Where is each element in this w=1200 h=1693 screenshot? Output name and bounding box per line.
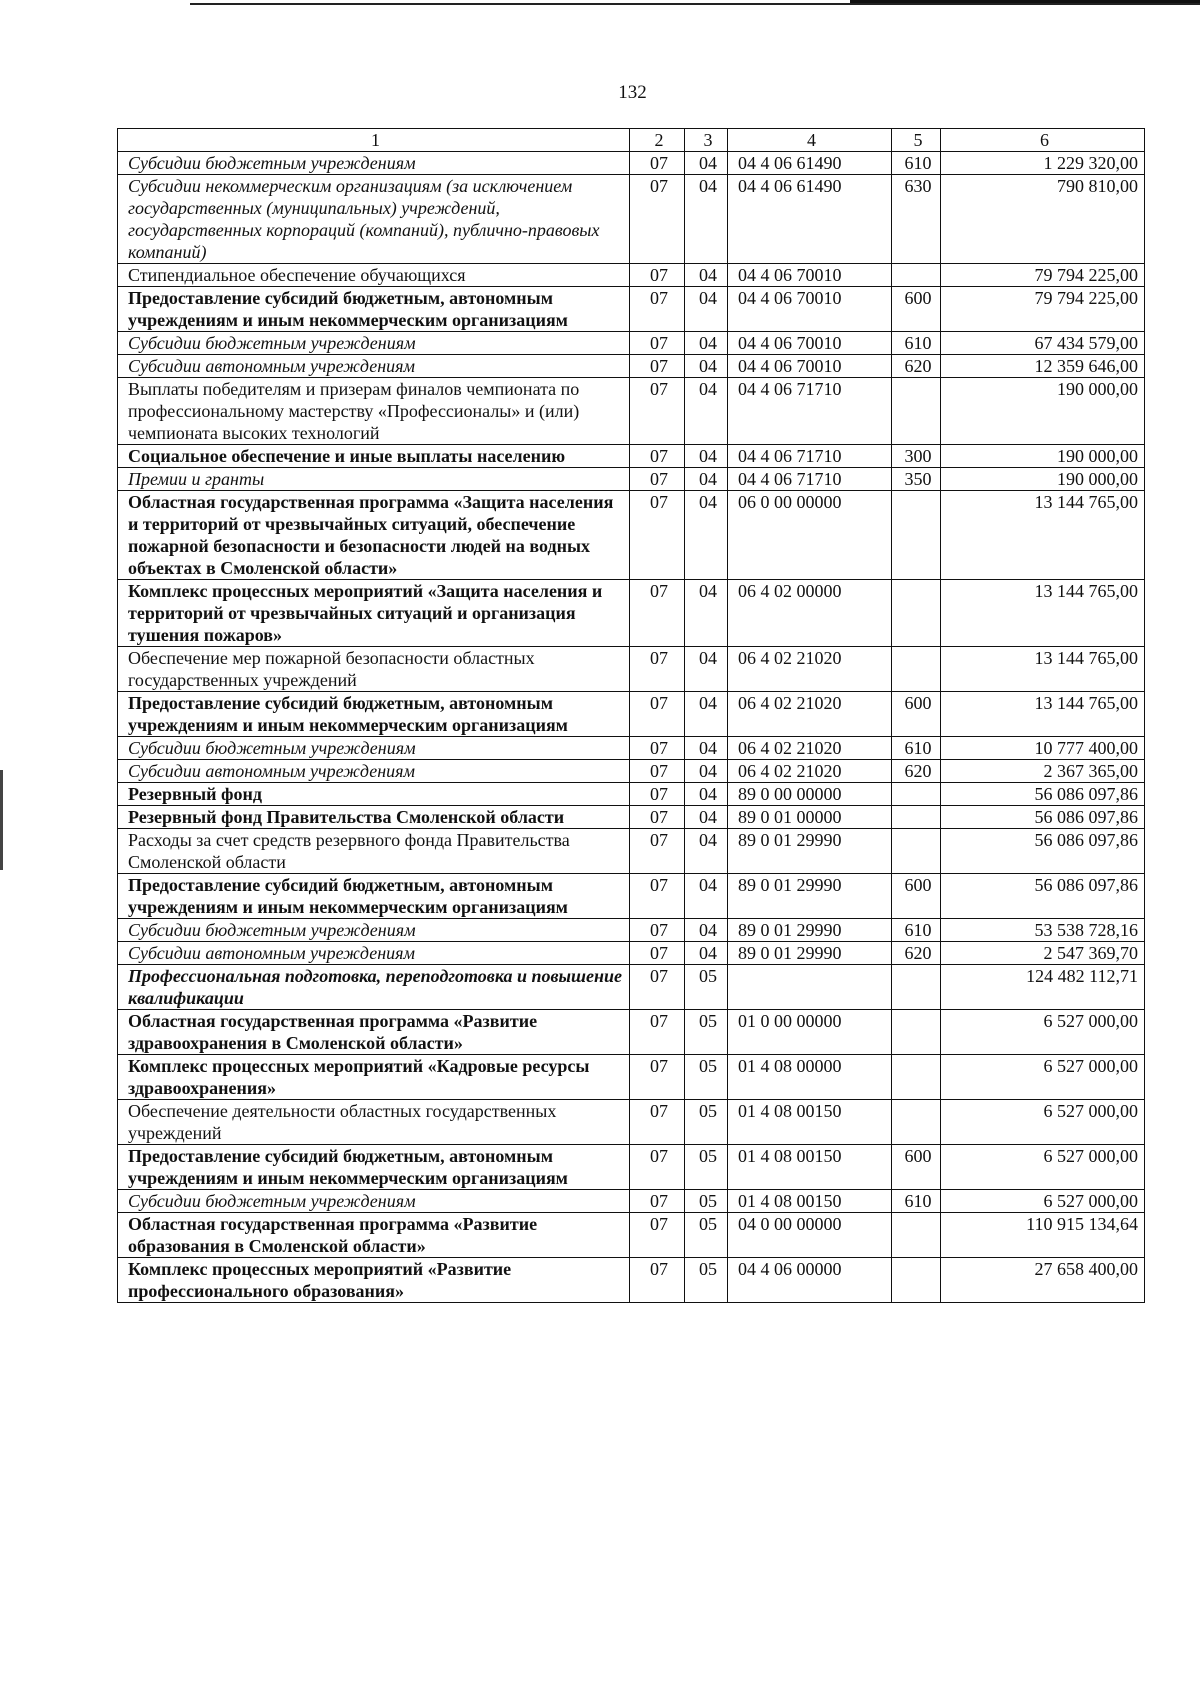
row-amount: 56 086 097,86 [941,874,1145,919]
table-row [118,378,1145,445]
budget-table [117,128,1145,1303]
row-name: Резервный фонд [118,783,630,806]
row-name: Комплекс процессных мероприятий «Защита населения и территорий от чрезвычайных ситуаций и организация тушения пожаров» [118,580,630,647]
row-expense-type [892,580,941,647]
row-subsection: 04 [685,491,728,580]
row-amount: 56 086 097,86 [941,806,1145,829]
row-subsection: 05 [685,1010,728,1055]
row-section: 07 [630,355,685,378]
row-subsection: 04 [685,806,728,829]
row-amount: 190 000,00 [941,468,1145,491]
row-program-code: 04 4 06 70010 [728,264,892,287]
row-program-code: 04 4 06 71710 [728,378,892,445]
row-amount: 790 810,00 [941,175,1145,264]
row-subsection: 04 [685,355,728,378]
row-program-code: 01 0 00 00000 [728,1010,892,1055]
table-row [118,468,1145,491]
row-subsection: 04 [685,783,728,806]
row-program-code: 06 0 00 00000 [728,491,892,580]
row-name: Субсидии бюджетным учреждениям [118,332,630,355]
row-section: 07 [630,806,685,829]
row-section: 07 [630,783,685,806]
row-program-code: 04 4 06 61490 [728,175,892,264]
row-subsection: 04 [685,378,728,445]
row-program-code: 04 0 00 00000 [728,1213,892,1258]
scan-top-line [190,3,1200,5]
row-program-code: 01 4 08 00150 [728,1190,892,1213]
row-expense-type [892,1010,941,1055]
table-row [118,760,1145,783]
row-expense-type: 620 [892,355,941,378]
table-row [118,692,1145,737]
row-program-code: 04 4 06 00000 [728,1258,892,1303]
row-name: Обеспечение деятельности областных государственных учреждений [118,1100,630,1145]
table-row [118,919,1145,942]
row-amount: 6 527 000,00 [941,1100,1145,1145]
row-program-code: 89 0 01 00000 [728,806,892,829]
row-name: Социальное обеспечение и иные выплаты населению [118,445,630,468]
row-subsection: 04 [685,287,728,332]
row-program-code: 89 0 00 00000 [728,783,892,806]
row-expense-type: 600 [892,287,941,332]
row-name: Субсидии автономным учреждениям [118,355,630,378]
column-header-3: 3 [685,129,728,152]
row-expense-type [892,491,941,580]
table-row [118,152,1145,175]
row-name: Субсидии бюджетным учреждениям [118,737,630,760]
table-row [118,1258,1145,1303]
row-section: 07 [630,829,685,874]
row-program-code: 01 4 08 00150 [728,1100,892,1145]
row-amount: 79 794 225,00 [941,264,1145,287]
row-expense-type: 600 [892,874,941,919]
column-header-5: 5 [892,129,941,152]
row-program-code: 89 0 01 29990 [728,942,892,965]
row-program-code: 06 4 02 21020 [728,647,892,692]
row-amount: 56 086 097,86 [941,783,1145,806]
row-expense-type: 610 [892,919,941,942]
row-expense-type [892,783,941,806]
row-subsection: 04 [685,692,728,737]
row-name: Комплекс процессных мероприятий «Кадровые ресурсы здравоохранения» [118,1055,630,1100]
row-amount: 13 144 765,00 [941,647,1145,692]
row-amount: 12 359 646,00 [941,355,1145,378]
row-amount: 2 367 365,00 [941,760,1145,783]
row-program-code: 06 4 02 21020 [728,760,892,783]
row-name: Субсидии бюджетным учреждениям [118,919,630,942]
row-subsection: 04 [685,647,728,692]
row-amount: 56 086 097,86 [941,829,1145,874]
row-expense-type: 620 [892,942,941,965]
row-expense-type: 610 [892,332,941,355]
row-subsection: 05 [685,1145,728,1190]
table-row [118,1055,1145,1100]
row-program-code: 04 4 06 71710 [728,445,892,468]
row-expense-type: 610 [892,1190,941,1213]
row-expense-type: 600 [892,1145,941,1190]
table-row [118,1145,1145,1190]
row-amount: 53 538 728,16 [941,919,1145,942]
table-row [118,1100,1145,1145]
table-row [118,332,1145,355]
row-section: 07 [630,692,685,737]
row-name: Субсидии бюджетным учреждениям [118,152,630,175]
row-amount: 67 434 579,00 [941,332,1145,355]
row-expense-type: 630 [892,175,941,264]
row-name: Областная государственная программа «Защита населения и территорий от чрезвычайных ситуаций, обеспечение пожарной безопасности и безопасности людей на водных объектах в Смоленской области» [118,491,630,580]
row-subsection: 05 [685,1190,728,1213]
row-expense-type [892,378,941,445]
row-program-code: 04 4 06 61490 [728,152,892,175]
row-subsection: 04 [685,737,728,760]
row-section: 07 [630,1010,685,1055]
row-section: 07 [630,491,685,580]
column-header-6: 6 [941,129,1145,152]
table-row [118,806,1145,829]
row-expense-type [892,1055,941,1100]
row-subsection: 04 [685,264,728,287]
row-subsection: 04 [685,445,728,468]
row-section: 07 [630,647,685,692]
row-subsection: 04 [685,468,728,491]
row-expense-type [892,264,941,287]
row-program-code: 01 4 08 00150 [728,1145,892,1190]
table-row [118,1190,1145,1213]
row-amount: 110 915 134,64 [941,1213,1145,1258]
column-header-row [118,129,1145,152]
row-name: Предоставление субсидий бюджетным, автономным учреждениям и иным некоммерческим организациям [118,874,630,919]
row-program-code: 04 4 06 70010 [728,355,892,378]
table-row [118,1010,1145,1055]
row-amount: 6 527 000,00 [941,1190,1145,1213]
row-program-code: 89 0 01 29990 [728,919,892,942]
page-number: 132 [618,82,647,103]
row-section: 07 [630,287,685,332]
row-section: 07 [630,965,685,1010]
row-name: Выплаты победителям и призерам финалов чемпионата по профессиональному мастерству «Профессионалы» и (или) чемпионата высоких технологий [118,378,630,445]
row-subsection: 04 [685,919,728,942]
row-amount: 6 527 000,00 [941,1055,1145,1100]
table-row [118,647,1145,692]
row-section: 07 [630,445,685,468]
row-program-code: 06 4 02 21020 [728,692,892,737]
table-row [118,965,1145,1010]
row-program-code: 04 4 06 71710 [728,468,892,491]
row-section: 07 [630,874,685,919]
row-program-code: 04 4 06 70010 [728,287,892,332]
row-section: 07 [630,175,685,264]
table-row [118,874,1145,919]
row-name: Областная государственная программа «Развитие образования в Смоленской области» [118,1213,630,1258]
column-header-1: 1 [118,129,630,152]
table-row [118,580,1145,647]
row-amount: 6 527 000,00 [941,1010,1145,1055]
row-program-code: 01 4 08 00000 [728,1055,892,1100]
table-row [118,445,1145,468]
row-subsection: 04 [685,580,728,647]
row-amount: 2 547 369,70 [941,942,1145,965]
row-name: Предоставление субсидий бюджетным, автономным учреждениям и иным некоммерческим организациям [118,287,630,332]
row-subsection: 04 [685,760,728,783]
column-header-4: 4 [728,129,892,152]
row-subsection: 05 [685,1258,728,1303]
row-name: Комплекс процессных мероприятий «Развитие профессионального образования» [118,1258,630,1303]
row-name: Резервный фонд Правительства Смоленской области [118,806,630,829]
row-expense-type [892,1100,941,1145]
row-section: 07 [630,1190,685,1213]
column-header-2: 2 [630,129,685,152]
row-subsection: 04 [685,175,728,264]
row-expense-type: 350 [892,468,941,491]
row-section: 07 [630,760,685,783]
row-section: 07 [630,942,685,965]
row-section: 07 [630,1213,685,1258]
row-program-code: 06 4 02 21020 [728,737,892,760]
row-expense-type [892,1213,941,1258]
row-subsection: 04 [685,332,728,355]
row-name: Предоставление субсидий бюджетным, автономным учреждениям и иным некоммерческим организациям [118,692,630,737]
table-row [118,829,1145,874]
row-program-code [728,965,892,1010]
row-expense-type [892,1258,941,1303]
row-section: 07 [630,378,685,445]
row-name: Субсидии бюджетным учреждениям [118,1190,630,1213]
scan-left-mark [0,770,3,870]
row-name: Премии и гранты [118,468,630,491]
row-amount: 190 000,00 [941,378,1145,445]
table-row [118,287,1145,332]
row-amount: 13 144 765,00 [941,692,1145,737]
table-row [118,491,1145,580]
row-name: Обеспечение мер пожарной безопасности областных государственных учреждений [118,647,630,692]
row-expense-type: 610 [892,737,941,760]
table-row [118,737,1145,760]
row-section: 07 [630,264,685,287]
row-amount: 27 658 400,00 [941,1258,1145,1303]
row-section: 07 [630,332,685,355]
row-amount: 79 794 225,00 [941,287,1145,332]
row-program-code: 06 4 02 00000 [728,580,892,647]
row-subsection: 05 [685,965,728,1010]
row-section: 07 [630,152,685,175]
row-program-code: 04 4 06 70010 [728,332,892,355]
row-amount: 10 777 400,00 [941,737,1145,760]
table-row [118,264,1145,287]
table-row [118,783,1145,806]
row-section: 07 [630,1258,685,1303]
row-amount: 13 144 765,00 [941,580,1145,647]
row-amount: 124 482 112,71 [941,965,1145,1010]
row-amount: 13 144 765,00 [941,491,1145,580]
row-subsection: 04 [685,152,728,175]
row-expense-type [892,829,941,874]
table-row [118,355,1145,378]
row-name: Субсидии автономным учреждениям [118,942,630,965]
row-section: 07 [630,1100,685,1145]
row-name: Областная государственная программа «Развитие здравоохранения в Смоленской области» [118,1010,630,1055]
row-name: Предоставление субсидий бюджетным, автономным учреждениям и иным некоммерческим организациям [118,1145,630,1190]
row-name: Расходы за счет средств резервного фонда Правительства Смоленской области [118,829,630,874]
row-section: 07 [630,580,685,647]
row-expense-type [892,965,941,1010]
row-expense-type: 620 [892,760,941,783]
row-amount: 6 527 000,00 [941,1145,1145,1190]
row-amount: 190 000,00 [941,445,1145,468]
row-subsection: 04 [685,942,728,965]
row-section: 07 [630,737,685,760]
row-expense-type: 610 [892,152,941,175]
row-name: Профессиональная подготовка, переподготовка и повышение квалификации [118,965,630,1010]
table-row [118,942,1145,965]
row-name: Субсидии автономным учреждениям [118,760,630,783]
row-section: 07 [630,468,685,491]
row-program-code: 89 0 01 29990 [728,829,892,874]
row-section: 07 [630,919,685,942]
row-amount: 1 229 320,00 [941,152,1145,175]
row-subsection: 05 [685,1213,728,1258]
row-program-code: 89 0 01 29990 [728,874,892,919]
row-subsection: 05 [685,1100,728,1145]
row-section: 07 [630,1145,685,1190]
row-name: Стипендиальное обеспечение обучающихся [118,264,630,287]
row-expense-type: 600 [892,692,941,737]
row-subsection: 04 [685,874,728,919]
row-expense-type [892,806,941,829]
row-subsection: 05 [685,1055,728,1100]
row-expense-type [892,647,941,692]
row-name: Субсидии некоммерческим организациям (за исключением государственных (муниципальных) учреждений, государственных корпораций (компаний), публично-правовых компаний) [118,175,630,264]
table-row [118,175,1145,264]
row-subsection: 04 [685,829,728,874]
row-section: 07 [630,1055,685,1100]
row-expense-type: 300 [892,445,941,468]
table-row [118,1213,1145,1258]
